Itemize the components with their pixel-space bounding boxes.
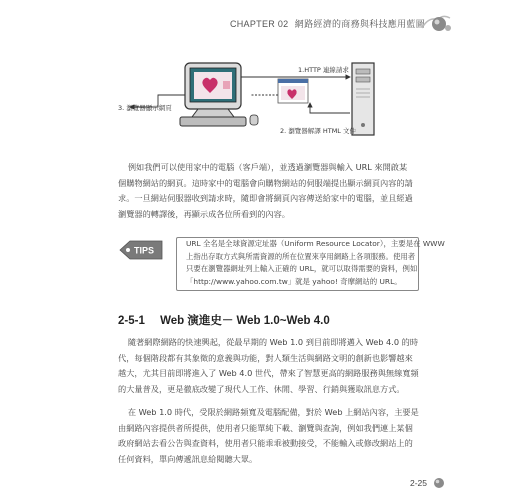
client-server-diagram — [110, 55, 400, 140]
paragraph-line: 由網路內容提供者所提供，使用者只能單純下載、瀏覽與查詢，例如我們連上某個 — [118, 422, 413, 433]
chapter-heading — [230, 17, 425, 30]
diagram-graphic — [110, 55, 400, 140]
section-number: 2-5-1 — [118, 315, 145, 327]
tips-text — [186, 238, 445, 288]
tips-badge-label: TIPS — [134, 245, 155, 256]
running-header — [0, 0, 520, 40]
paragraph-line: 代，每個階段都有其象徵的意義與功能，對人類生活與網路文明的創新也影響越來 — [118, 352, 413, 363]
paragraph-web-evolution — [118, 335, 418, 397]
label-html-parse: 2. 瀏覽器解譯 HTML 文件 — [280, 127, 356, 135]
paragraph-line: 任何資料，單向傳遞訊息給閱聽大眾。 — [118, 453, 258, 464]
tips-line: URL 全名是全球資源定址器（Uniform Resource Locator），主要是在 WWW — [186, 239, 445, 248]
paragraph-line: 個購物網站的網頁。這時家中的電腦會向購物網站的伺服端提出顯示網頁內容的請 — [118, 177, 413, 188]
page-number-decoration-icon — [430, 476, 448, 490]
tips-line: 只要在瀏覽器網址列上輸入正確的 URL，就可以取得需要的資料，例如 — [186, 264, 418, 273]
tips-line: 上指出存取方式與所需資源的所在位置來享用網路上各項服務。使用者 — [186, 251, 416, 261]
paragraph-line: 隨著網際網路的快速興起，從最早期的 Web 1.0 到目前即將邁入 Web 4.0 的時 — [127, 337, 419, 347]
section-heading — [118, 312, 330, 328]
paragraph-line: 在 Web 1.0 時代，受限於網路頻寬及電腦配備，對於 Web 上網站內容，主要是 — [127, 407, 419, 417]
page-number: 2-25 — [409, 478, 427, 488]
server-tower-icon — [352, 63, 374, 135]
client-computer-icon — [180, 63, 258, 126]
chapter-number: CHAPTER 02 — [229, 19, 289, 29]
tips-line: 「http://www.yahoo.com.tw」就是 yahoo! 奇摩網站的 URL。 — [186, 276, 402, 286]
chapter-title: 網路經濟的商務與科技應用藍圖 — [294, 20, 425, 30]
tips-badge-icon — [117, 236, 165, 264]
section-title: Web 演進史－ Web 1.0~Web 4.0 — [160, 315, 330, 327]
response-arrow — [310, 103, 350, 113]
chapter-decoration-icon — [420, 12, 454, 34]
paragraph-line: 的大量普及，更是徹底改變了現代人工作、休閒、學習、行銷與獲取訊息方式。 — [118, 383, 405, 394]
label-display-page: 3. 瀏覽器顯示網頁 — [118, 104, 172, 112]
paragraph-line: 政府網站去看公告與查資料，使用者只能乖乖被動接受，不能輸入或修改網站上的 — [118, 438, 413, 448]
paragraph-intro — [118, 160, 418, 222]
paragraph-line: 瀏覽器的轉譯後，再顯示成各位所看到的內容。 — [118, 208, 290, 219]
paragraph-web1 — [118, 405, 418, 467]
paragraph-line: 例如我們可以使用家中的電腦（客戶端），並透過瀏覽器與輸入 URL 來開啟某 — [127, 162, 408, 172]
paragraph-line: 求。一旦網站伺服器收到請求時，隨即會將網頁內容傳送給家中的電腦，並且經過 — [118, 193, 413, 203]
browser-window-icon — [278, 79, 308, 103]
label-http-request: 1.HTTP 連線請求 — [298, 66, 349, 74]
paragraph-line: 越大，尤其目前即將進入了 Web 4.0 世代，帶來了智慧更高的網路服務與無線寬頻 — [118, 368, 419, 378]
